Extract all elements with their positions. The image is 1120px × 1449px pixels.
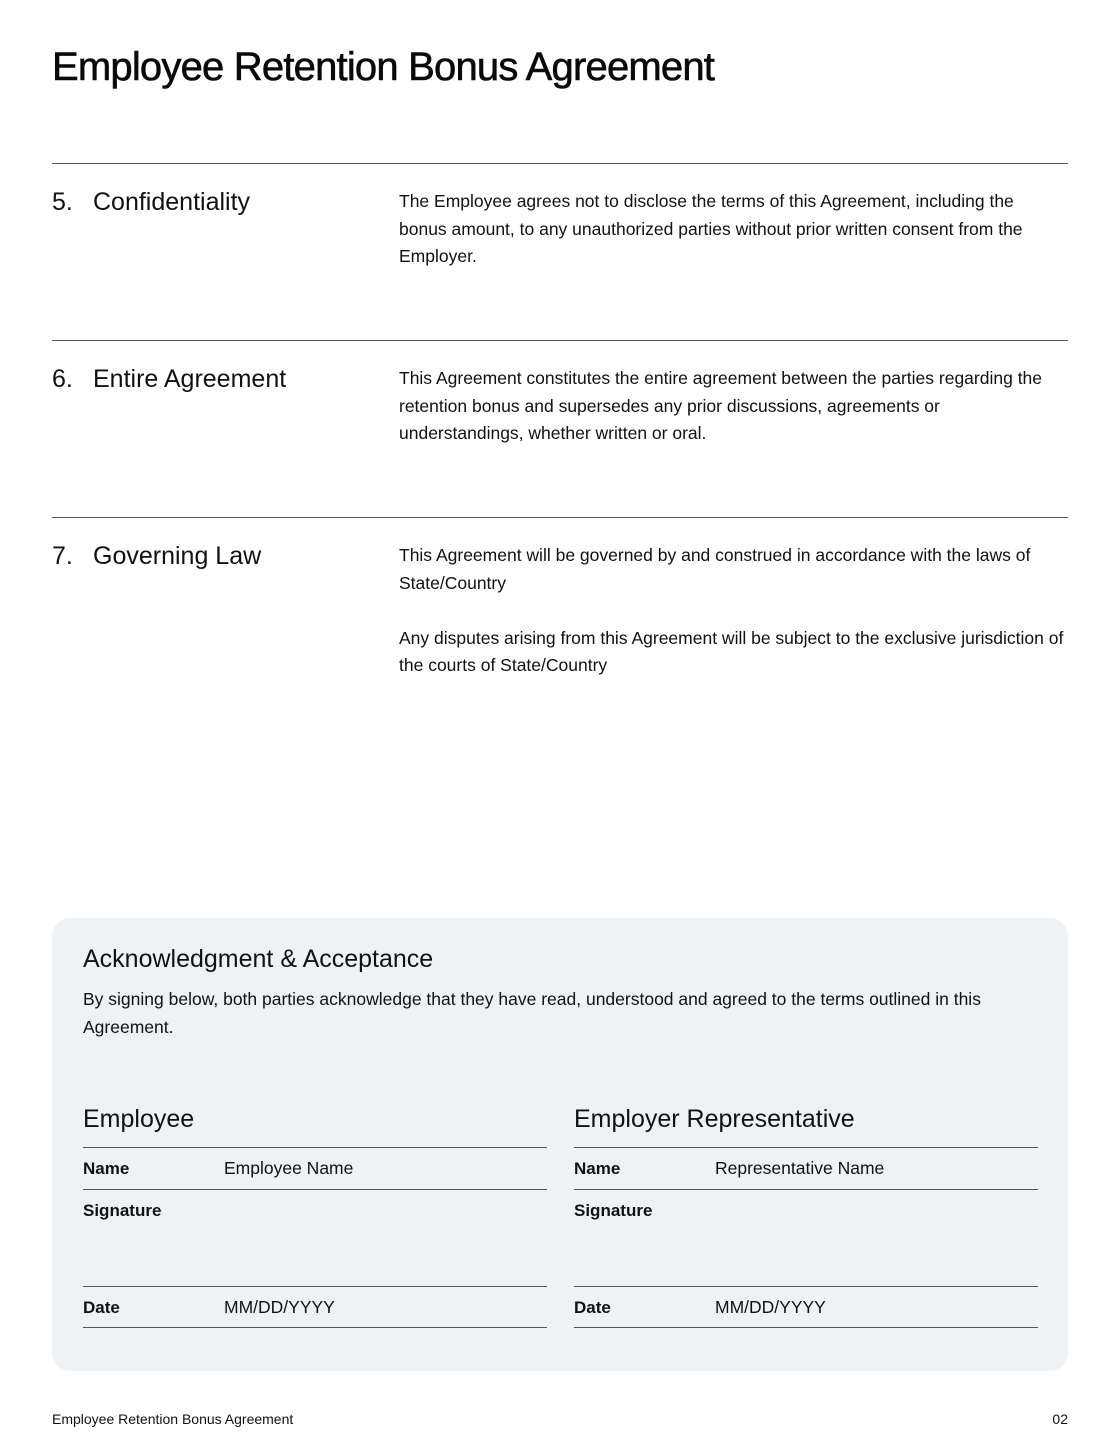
section-heading bbox=[52, 363, 286, 395]
party-title: Employer Representative bbox=[574, 1105, 855, 1133]
signature-label: Signature bbox=[83, 1201, 162, 1220]
date-field[interactable] bbox=[83, 1286, 547, 1328]
name-field[interactable] bbox=[574, 1147, 1038, 1189]
employer-signature-block bbox=[574, 1103, 1038, 1328]
section-heading bbox=[52, 186, 250, 218]
section-title: Entire Agreement bbox=[93, 365, 287, 393]
acknowledgment-title: Acknowledgment & Acceptance bbox=[83, 945, 434, 973]
date-label: Date bbox=[83, 1298, 120, 1317]
section-entire-agreement bbox=[52, 340, 1068, 518]
section-paragraph: This Agreement will be governed by and construed in accordance with the laws of State/Country bbox=[399, 545, 1031, 593]
name-label: Name bbox=[574, 1159, 621, 1178]
footer-page-number: 02 bbox=[1052, 1411, 1068, 1427]
section-heading bbox=[52, 540, 261, 572]
section-title: Governing Law bbox=[93, 542, 262, 570]
section-confidentiality bbox=[52, 163, 1068, 341]
date-value[interactable]: MM/DD/YYYY bbox=[224, 1297, 335, 1317]
section-number: 6. bbox=[52, 365, 73, 393]
date-field[interactable] bbox=[574, 1286, 1038, 1328]
name-value[interactable]: Employee Name bbox=[224, 1158, 354, 1178]
section-paragraph: This Agreement constitutes the entire agreement between the parties regarding the retention bonus and supersedes any prior discussions, agreements or understandings, whether written or oral. bbox=[399, 368, 1043, 443]
party-title: Employee bbox=[83, 1105, 195, 1133]
acknowledgment-card bbox=[52, 918, 1068, 1371]
document-title: Employee Retention Bonus Agreement bbox=[52, 45, 715, 89]
section-number: 5. bbox=[52, 188, 73, 216]
signature-field[interactable] bbox=[574, 1189, 1038, 1286]
section-body bbox=[399, 188, 1064, 271]
signature-label: Signature bbox=[574, 1201, 653, 1220]
section-paragraph: Any disputes arising from this Agreement will be subject to the exclusive jurisdiction of the courts of State/Country bbox=[399, 627, 1064, 675]
name-label: Name bbox=[83, 1159, 130, 1178]
name-field[interactable] bbox=[83, 1147, 547, 1189]
section-governing-law bbox=[52, 517, 1068, 717]
name-value[interactable]: Representative Name bbox=[715, 1158, 885, 1178]
section-body bbox=[399, 365, 1064, 448]
employee-signature-block bbox=[83, 1103, 547, 1328]
signature-field[interactable] bbox=[83, 1189, 547, 1286]
section-title: Confidentiality bbox=[93, 188, 251, 216]
section-paragraph: The Employee agrees not to disclose the terms of this Agreement, including the bonus amount, to any unauthorized parties without prior written consent from the Employer. bbox=[399, 191, 1023, 266]
section-body bbox=[399, 542, 1064, 680]
date-label: Date bbox=[574, 1298, 611, 1317]
section-number: 7. bbox=[52, 542, 73, 570]
date-value[interactable]: MM/DD/YYYY bbox=[715, 1297, 826, 1317]
acknowledgment-text: By signing below, both parties acknowledge that they have read, understood and agreed to the terms outlined in this Agreement. bbox=[83, 989, 981, 1037]
footer-document-title: Employee Retention Bonus Agreement bbox=[52, 1411, 294, 1427]
